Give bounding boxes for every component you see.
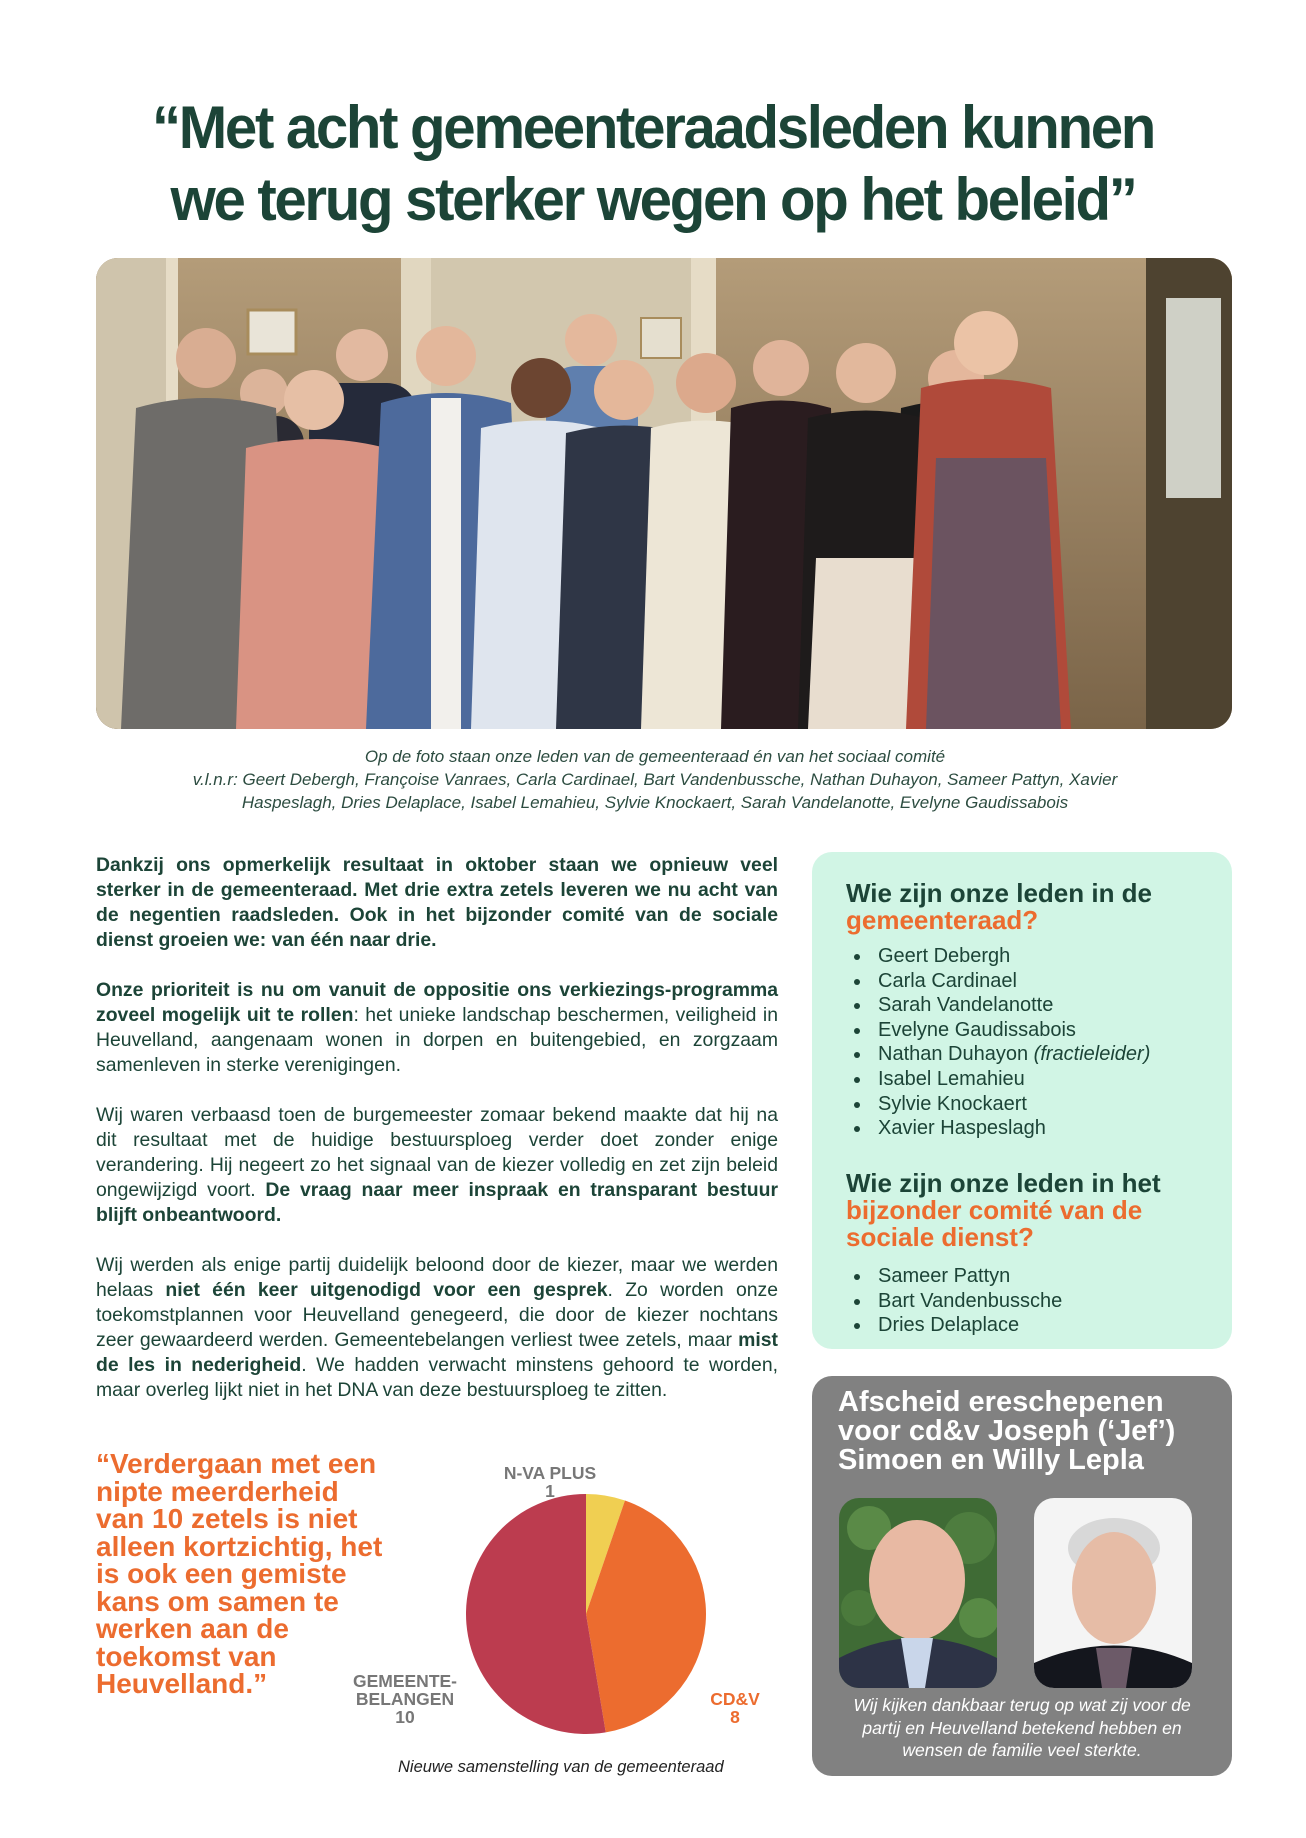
list-item [850,1116,1150,1141]
member-name: Sameer Pattyn [878,1265,1011,1287]
article-p2-text: : het unieke landschap beschermen, veiligheid in Heuvelland, aangenaam wonen in dorpen en buitengebied, en zorgzaam samenleven in sterke verenigingen. [96,1004,778,1076]
committee-title-orange-2: sociale dienst? [846,1222,1034,1252]
pie-label-cdv [685,1690,785,1726]
committee-member-list [850,1264,1062,1338]
photo-caption-line-3: Haspeslagh, Dries Delaplace, Isabel Lemahieu, Sylvie Knockaert, Sarah Vandelanotte, Evelyne Gaudissabois [241,793,1069,812]
quote-line: nipte meerderheid [96,1475,339,1507]
member-name: Isabel Lemahieu [878,1067,1025,1090]
pie-svg [340,1450,790,1800]
farewell-title-line-2: voor cd&v Joseph (‘Jef’) [838,1415,1176,1447]
list-item [850,1018,1150,1043]
quote-line: alleen kortzichtig, het [96,1530,383,1562]
article-p4-text-a: Wij werden als enige partij duidelijk beloond door de kiezer, maar we werden helaas [96,1254,778,1301]
headline [78,92,1228,236]
farewell-caption-line-3: wensen de familie veel sterkte. [902,1740,1142,1760]
pie-label-value: 10 [395,1707,415,1727]
farewell-title-line-1: Afscheid ereschepenen [838,1386,1164,1418]
pie-label-value: 1 [545,1481,555,1501]
list-item [850,1289,1062,1314]
article-paragraph-1 [96,853,778,953]
article-p4-bold-b: niet één keer uitgenodigd voor een gesprek [165,1279,608,1301]
quote-line: is ook een gemiste [96,1558,347,1589]
farewell-caption-line-2: partij en Heuvelland betekend hebben en [862,1717,1182,1738]
article-p1-bold: Dankzij ons opmerkelijk resultaat in oktober staan we opnieuw veel sterker in de gemeenteraad. Met drie extra zetels leveren we nu acht van de negentien raadsleden. Ook in het bijzonder comité van de sociale dienst groeien we: van één naar drie. [96,854,778,951]
council-member-list [850,944,1150,1141]
committee-box-title [846,1170,1161,1251]
leader-note: (fractieleider) [1033,1043,1151,1066]
member-name: Sylvie Knockaert [878,1092,1027,1115]
farewell-box [812,1376,1232,1776]
quote-line: “Verdergaan met een [96,1448,377,1479]
farewell-caption-line-1: Wij kijken dankbaar terug op wat zij voor de [853,1695,1191,1715]
member-name: Bart Vandenbussche [878,1289,1063,1312]
list-item [850,1042,1150,1067]
council-box-title [846,880,1152,934]
pie-caption: Nieuwe samenstelling van de gemeenteraad [398,1758,724,1776]
portrait-illustration [839,1498,997,1688]
member-name: Carla Cardinael [878,969,1017,992]
headline-line-1: “Met acht gemeenteraadsleden kunnen [151,94,1154,161]
farewell-title [838,1388,1218,1475]
portrait-joseph-simoen [839,1498,997,1688]
article-body [96,853,778,1428]
farewell-caption [822,1694,1222,1762]
council-title-orange: gemeenteraad? [846,905,1039,935]
article-p3-text: Wij waren verbaasd toen de burgemeester zomaar bekend maakte dat hij na dit resultaat met de huidige bestuursploeg verder doet zonder enige verandering. Hij negeert zo het signaal van de kiezer volledig en zet zijn beleid ongewijzigd voort. [96,1104,778,1201]
list-item [850,1092,1150,1117]
pie-label-value: 8 [730,1707,740,1727]
pie-label-name-2: BELANGEN [355,1689,455,1709]
pie-label-name: CD&V [710,1689,760,1709]
headline-line-2: we terug sterker wegen op het beleid” [170,166,1136,233]
article-p4-text-c: . Zo worden onze toekomstplannen voor Heuvelland genegeerd, die door de kiezer nochtans zeer gewaardeerd werden. Gemeentebelangen verliest twee zetels, maar [96,1279,779,1351]
article-p3-bold: De vraag naar meer inspraak en transparant bestuur blijft onbeantwoord. [96,1179,778,1226]
pie-label-nva [470,1464,630,1500]
pie-label-gemeentebelangen [330,1672,480,1726]
farewell-title-line-3: Simoen en Willy Lepla [838,1444,1144,1476]
portrait-willy-lepla [1034,1498,1192,1688]
list-item [850,1313,1062,1338]
people-silhouettes [121,311,1071,729]
photo-caption-line-1: Op de foto staan onze leden van de gemeenteraad én van het sociaal comité [364,747,946,766]
article-p2-bold: Onze prioriteit is nu om vanuit de oppositie ons verkiezings-programma zoveel mogelijk uit te rollen [96,979,778,1026]
article-p4-text-e: . We hadden verwacht minstens gehoord te worden, maar overleg lijkt niet in het DNA van deze bestuursploeg te zitten. [96,1354,778,1401]
article-paragraph-2 [96,978,778,1078]
list-item [850,993,1150,1018]
council-title-dark: Wie zijn onze leden in de [846,878,1153,908]
article-paragraph-4 [96,1253,778,1403]
photo-caption-line-2: v.l.n.r: Geert Debergh, Françoise Vanraes, Carla Cardinael, Bart Vandenbussche, Nathan Duhayon, Sameer Pattyn, Xavier [192,770,1118,789]
member-name: Dries Delaplace [878,1314,1020,1337]
committee-title-orange-1: bijzonder comité van de [846,1195,1143,1225]
member-name: Geert Debergh [878,945,1011,967]
pie-slice-gemeente-belangen [466,1494,606,1734]
quote-line: werken aan de [96,1613,289,1644]
member-name: Evelyne Gaudissabois [878,1018,1076,1041]
committee-title-dark: Wie zijn onze leden in het [846,1168,1161,1198]
pie-label-name: GEMEENTE- [352,1671,458,1691]
list-item [850,944,1150,969]
article-paragraph-3 [96,1103,778,1228]
list-item [850,1264,1062,1289]
member-name: Xavier Haspeslagh [878,1117,1046,1140]
list-item [850,1067,1150,1092]
quote-line: kans om samen te [96,1585,339,1617]
list-item [850,969,1150,994]
council-members-box [812,852,1232,1349]
article-p4-bold-d: mist de les in nederigheid [96,1329,778,1376]
group-photo [96,258,1232,729]
portrait-illustration [1034,1498,1192,1688]
quote-line: Heuvelland.” [96,1668,268,1699]
member-name: Sarah Vandelanotte [878,994,1054,1017]
member-name: Nathan Duhayon [878,1043,1029,1066]
photo-caption [150,745,1160,814]
quote-line: toekomst van [96,1640,277,1672]
seat-pie-chart [340,1450,790,1800]
group-photo-illustration [96,258,1232,729]
quote-line: van 10 zetels is niet [96,1503,358,1534]
pie-label-name: N-VA PLUS [503,1463,597,1483]
